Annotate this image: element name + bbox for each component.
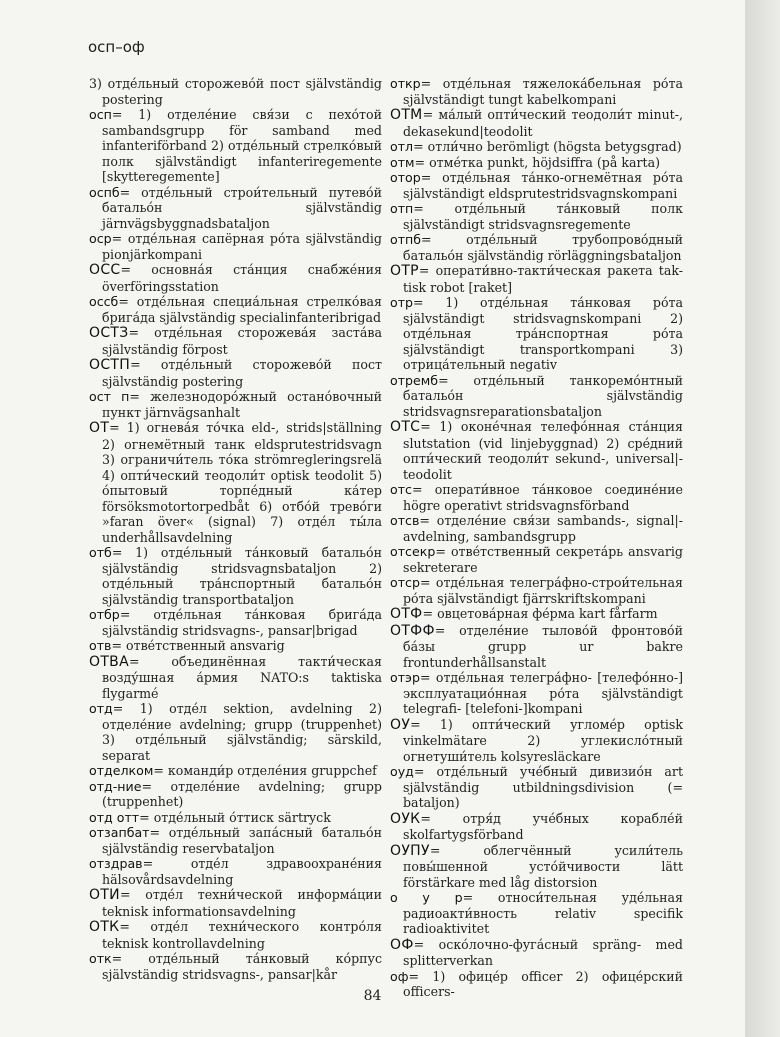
entry-definition: = операти́вное та́нковое соедине́ние högre operativt stridsvagnsförband: [403, 482, 683, 513]
dictionary-entry: [390, 811, 683, 843]
dictionary-entry: [390, 107, 683, 139]
entry-definition: = отде́льная специа́льная стрелко́вая брига́да självständig specialinfanteribrigad: [102, 294, 382, 325]
entry-headword: ОТР: [390, 263, 419, 279]
entry-definition: = железнодоро́жный остано́вочный пункт järnvägsanhalt: [102, 389, 383, 420]
entry-headword: ОУПУ: [390, 842, 430, 859]
entry-headword: ОУ: [390, 716, 411, 733]
entry-definition: = 1) отде́льный та́нковый батальо́н självständig stridsvagnsbataljon 2) отде́льный тра́нспортный батальо́н självständig transportbataljon: [102, 545, 382, 607]
entry-definition: = отде́л техни́ческого контро́ля teknisk kontrollavdelning: [102, 919, 382, 951]
entry-definition: = отде́льная сапёрная ро́та självständig pionjärkompani: [102, 231, 382, 262]
entry-definition: = отделе́ние тылово́й фронтово́й ба́зы grupp ur bakre frontunderhållsanstalt: [403, 622, 683, 670]
entry-headword: отв: [89, 638, 112, 653]
entry-definition: = отде́льная та́нко-огнемётная ро́та självständigt eldsprutestridsvagnskompani: [403, 170, 683, 201]
entry-definition: = отде́л техни́ческой информа́ции teknisk informationsavdelning: [102, 887, 382, 919]
entry-headword: осп: [89, 107, 112, 122]
entry-headword: оспб: [89, 184, 120, 200]
dictionary-entry: [89, 357, 382, 389]
dictionary-entry: [89, 607, 382, 638]
dictionary-entry: [89, 262, 382, 294]
dictionary-entry: [89, 887, 382, 919]
entry-headword: ОТ: [89, 420, 110, 436]
dictionary-entry: [89, 638, 382, 654]
dictionary-entry: [89, 231, 382, 262]
entry-definition: = отде́льная тяжелока́бельная ро́та självständigt tungt kabelkompani: [403, 76, 683, 107]
entry-headword: отремб: [390, 372, 439, 388]
entry-definition: = отделе́ние avdelning; grupp (truppenhet): [102, 778, 382, 809]
entry-definition: = отме́тка punkt, höjdsiffra (på karta): [414, 154, 660, 170]
dictionary-entry: [89, 856, 382, 887]
entry-headword: отм: [390, 154, 415, 170]
dictionary-entry: [89, 185, 382, 232]
dictionary-entry: [390, 139, 683, 155]
right-column: [390, 76, 683, 1000]
entry-headword: отд: [89, 701, 113, 716]
dictionary-entry: [89, 420, 382, 545]
entry-definition: = овцетова́рная фе́рма kart fårfarm: [422, 606, 658, 621]
entry-headword: отс: [390, 482, 412, 497]
entry-definition: = 1) отде́л sektion, avdelning 2) отделе́ние avdelning; grupp (truppenhet) 3) отде́льный självständig; särskild, separat: [102, 701, 382, 763]
entry-definition: = отделе́ние свя́зи sambands-, signal|-avdelning, sambandsgrupp: [403, 513, 683, 544]
entry-headword: отзапбат: [89, 825, 150, 840]
dictionary-entry: [390, 295, 683, 373]
entry-headword: ОТФ: [390, 606, 423, 622]
entry-definition: = объединённая такти́ческая возду́шная а́рмия NATO:s taktiska flygarmé: [102, 653, 382, 701]
entry-headword: ОФ: [390, 936, 414, 953]
entry-headword: ОТИ: [89, 887, 120, 903]
dictionary-entry: [390, 263, 683, 295]
dictionary-entry: [89, 919, 382, 951]
entry-headword: отсекр: [390, 544, 436, 559]
dictionary-entry: [390, 373, 683, 420]
dictionary-entry: [89, 763, 382, 779]
entry-definition: 3) отде́льный сторожево́й пост självständig postering: [89, 76, 382, 107]
entry-headword: оср: [89, 231, 112, 246]
dictionary-entry: [390, 419, 683, 482]
entry-headword: отд отт: [89, 809, 140, 825]
entry-definition: = ма́лый опти́ческий теодоли́т minut-, dekasekund|teodolit: [403, 107, 683, 139]
dictionary-entry: [390, 201, 683, 232]
dictionary-entry: [390, 76, 683, 107]
entry-definition: = отде́льный та́нковый полк självständigt stridsvagnsregemente: [403, 201, 683, 232]
entry-headword: ОТМ: [390, 107, 423, 123]
dictionary-entry: [89, 779, 382, 810]
entry-definition: = отде́льный уче́бный дивизио́н art självständig utbildningsdivision (= bataljon): [403, 764, 683, 810]
dictionary-entry: [89, 545, 382, 607]
entry-headword: ОСТП: [89, 357, 131, 373]
entry-definition: = отде́льный о́ттиск särtryck: [139, 809, 331, 825]
entry-headword: оуд: [390, 764, 414, 779]
dictionary-entry: [390, 482, 683, 513]
entry-definition: = 1) отделе́ние свя́зи с пехо́той sambandsgrupp för samband med infanteriförband 2) отде́льный стрелко́вый полк självständigt infanteriregemente [skytteregemente]: [102, 107, 382, 184]
dictionary-entry: [390, 890, 683, 937]
dictionary-entry: [390, 623, 683, 671]
dictionary-entry: [390, 764, 683, 811]
page-edge: [745, 0, 780, 1037]
entry-headword: ОТК: [89, 919, 120, 935]
entry-headword: ост п: [89, 389, 130, 404]
entry-definition: = относи́тельная уде́льная радиоакти́вность relativ specifik radioaktivitet: [403, 890, 683, 936]
entry-definition: = 1) огнева́я то́чка eld-, strids|ställning 2) огнемётный танк eldsprutestridsvagn 3) ограничи́тель то́ка strömregleringsrelä 4) опти́ческий теодоли́т optisk teodolit 5) о́пытовый торпе́дный ка́тер försöksmotortorpedbåt 6) отбо́й трево́ги »faran över« (signal) 7) отде́л ты́ла underhållsavdelning: [102, 420, 382, 545]
dictionary-entry: [89, 294, 382, 325]
dictionary-entry: [89, 76, 382, 107]
entry-headword: ОТФФ: [390, 622, 435, 639]
entry-headword: отор: [390, 170, 421, 185]
entry-headword: откр: [390, 76, 421, 91]
page-number: 84: [363, 988, 382, 1004]
entry-headword: отср: [390, 575, 420, 590]
entry-headword: отсв: [390, 513, 420, 528]
entry-definition: = отде́льный та́нковый ко́рпус självständig stridsvagns-, pansar|kår: [102, 951, 382, 982]
entry-headword: о у р: [390, 890, 463, 905]
dictionary-entry: [390, 170, 683, 201]
entry-definition: = 1) офице́р officer 2) офице́рский officers-: [403, 968, 683, 999]
entry-headword: отб: [89, 545, 112, 560]
entry-headword: ОСС: [89, 262, 121, 278]
left-column: [89, 76, 382, 982]
dictionary-entry: [89, 825, 382, 856]
entry-definition: = отве́тственный ansvarig: [111, 638, 285, 653]
dictionary-entry: [390, 717, 683, 765]
entry-headword: отп: [390, 201, 414, 216]
dictionary-entry: [89, 810, 382, 826]
entry-definition: = отде́л здравоохране́ния hälsovårdsavdelning: [102, 856, 382, 887]
entry-definition: = отде́льный танкоремо́нтный батальо́н självständig stridsvagnsreparationsbataljon: [403, 372, 683, 419]
entry-definition: = основна́я ста́нция снабже́ния överföringsstation: [102, 262, 382, 294]
entry-headword: отд-ние: [89, 778, 142, 794]
entry-definition: = отря́д уче́бных корабле́й skolfartygsförband: [403, 810, 683, 842]
entry-definition: = отве́тственный секрета́рь ansvarig sekreterare: [403, 544, 683, 575]
running-head: осп–оф: [88, 38, 145, 56]
entry-definition: = отде́льная та́нковая брига́да självständig stridsvagns-, pansar|brigad: [102, 607, 382, 638]
dictionary-entry: [89, 654, 382, 702]
entry-headword: отпб: [390, 232, 422, 247]
entry-definition: = отде́льный сторожево́й пост självständig postering: [102, 357, 382, 389]
entry-headword: отр: [390, 295, 414, 310]
entry-definition: = отде́льный запа́сный батальо́н självständig reservbataljon: [102, 825, 382, 856]
dictionary-entry: [89, 107, 382, 185]
entry-definition: = отли́чно berömligt (högsta betygsgrad): [413, 139, 682, 154]
entry-headword: отл: [390, 139, 414, 154]
entry-definition: = операти́вно-такти́ческая ракета tak-tisk robot [raket]: [403, 263, 683, 295]
dictionary-entry: [390, 937, 683, 969]
dictionary-entry: [390, 155, 683, 171]
entry-definition: = отде́льная сторожева́я заста́ва självständig förpost: [102, 325, 382, 357]
entry-headword: ОСТЗ: [89, 325, 129, 341]
dictionary-entry: [89, 389, 382, 420]
entry-headword: отбр: [89, 607, 120, 622]
entry-headword: оссб: [89, 294, 119, 309]
dictionary-entry: [390, 575, 683, 606]
dictionary-entry: [390, 232, 683, 263]
entry-definition: = оско́лочно-фуга́сный spräng- med splitterverkan: [403, 936, 683, 968]
entry-headword: отделком: [89, 763, 154, 778]
entry-headword: отэр: [390, 670, 420, 685]
dictionary-entry: [390, 544, 683, 575]
entry-headword: ОУК: [390, 810, 421, 827]
dictionary-entry: [390, 606, 683, 623]
entry-definition: = отде́льная телегра́фно- [телефо́нно-] эксплуатацио́нная ро́та självständigt telegrafi- [telefoni-]kompani: [403, 670, 683, 716]
entry-definition: = 1) опти́ческий угломе́р optisk vinkelmätare 2) углекисло́тный огнетуши́тель kolsyresläckare: [403, 716, 683, 764]
entry-definition: = команди́р отделе́ния gruppchef: [153, 763, 377, 778]
entry-definition: = 1) оконе́чная телефо́нная ста́нция slutstation (vid linjebyggnad) 2) сре́дний опти́ческий теодоли́т sekund-, universal|-teodolit: [403, 419, 683, 482]
dictionary-entry: [89, 701, 382, 763]
dictionary-entry: [390, 843, 683, 891]
entry-definition: = облегчённый усили́тель повы́шенной усто́йчивости lätt förstärkare med låg distorsion: [403, 842, 683, 890]
entry-headword: отк: [89, 951, 112, 966]
entry-definition: = отде́льный трубопрово́дный батальо́н självständig rörläggningsbataljon: [403, 232, 683, 263]
entry-headword: ОТС: [390, 419, 421, 435]
entry-headword: оф: [390, 968, 409, 984]
entry-headword: ОТВА: [89, 653, 129, 670]
dictionary-entry: [390, 670, 683, 717]
entry-headword: отздрав: [89, 856, 143, 871]
entry-definition: = отде́льная телегра́фно-строи́тельная ро́та självständigt fjärrskriftskompani: [403, 575, 683, 606]
dictionary-entry: [390, 513, 683, 544]
entry-definition: = 1) отде́льная та́нковая ро́та självständigt stridsvagnskompani 2) отде́льная тра́нспортная ро́та självständigt transportkompani 3) отрица́тельный negativ: [403, 295, 683, 372]
entry-definition: = отде́льный строи́тельный путево́й батальо́н självständig järnvägsbyggnadsbataljon: [102, 184, 382, 231]
dictionary-entry: [89, 951, 382, 982]
dictionary-entry: [89, 325, 382, 357]
